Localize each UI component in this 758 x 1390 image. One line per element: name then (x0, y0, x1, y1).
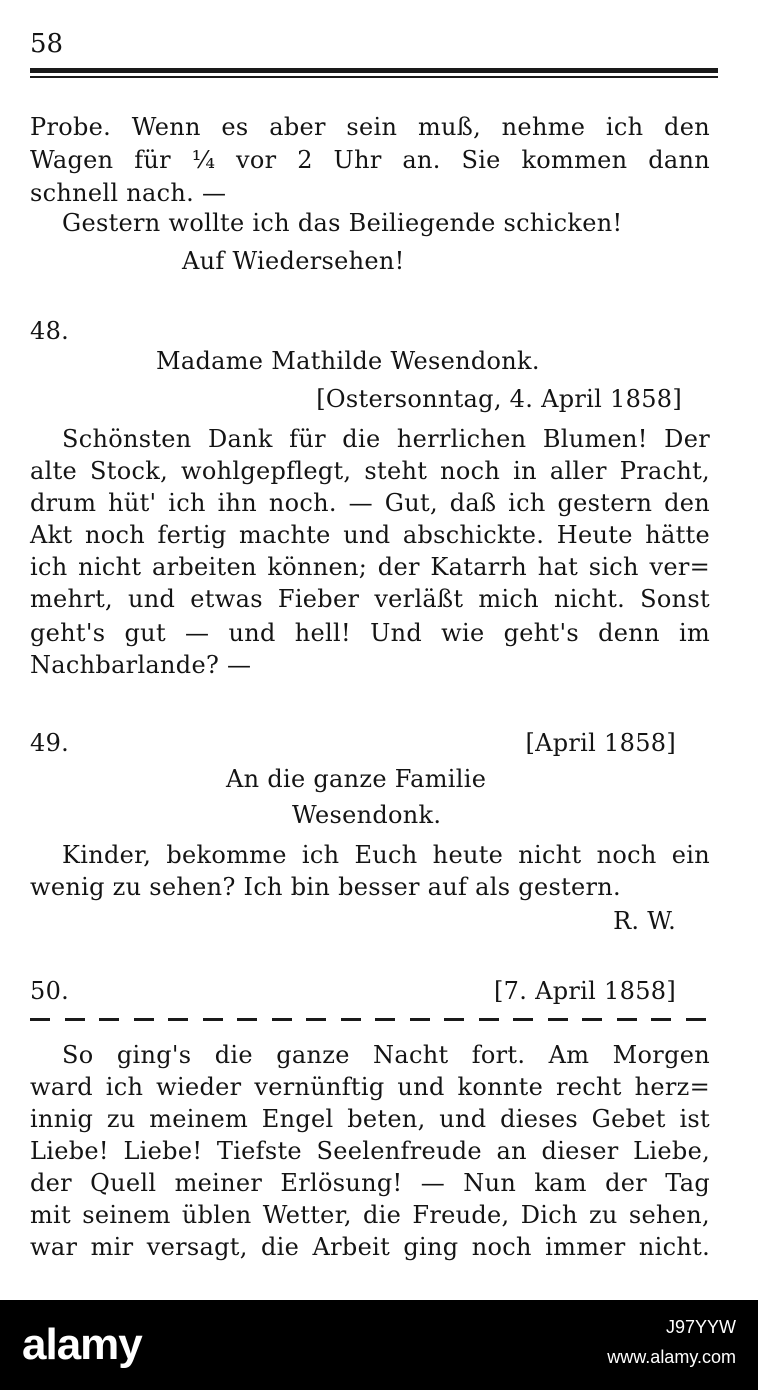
text-line: schnell nach. — (30, 179, 227, 207)
closing-line: Auf Wiedersehen! (182, 247, 405, 275)
letter-number: 48. (30, 317, 70, 345)
text-line: war mir versagt, die Arbeit ging noch immer nicht. (30, 1233, 710, 1261)
page-number: 58 (30, 29, 64, 59)
text-line: mehrt, und etwas Fieber verläßt mich nicht. Sonst (30, 585, 710, 613)
text-line: geht's gut — und hell! Und wie geht's denn im (30, 619, 710, 647)
stock-photo-footer (0, 1300, 758, 1390)
omission-dash-rule (30, 1018, 706, 1021)
text-line: drum hüt' ich ihn noch. — Gut, daß ich gestern den (30, 489, 710, 517)
text-line: Nachbarlande? — (30, 651, 252, 679)
letter-date: [Ostersonntag, 4. April 1858] (316, 385, 682, 413)
letter-number: 49. (30, 729, 70, 757)
text-line: ich nicht arbeiten können; der Katarrh hat sich ver= (30, 553, 710, 581)
letter-date: [April 1858] (525, 729, 676, 757)
signature: R. W. (613, 907, 676, 935)
text-line: innig zu meinem Engel beten, und dieses Gebet ist (30, 1105, 710, 1133)
letter-number: 50. (30, 977, 70, 1005)
text-line: Kinder, bekomme ich Euch heute nicht noch ein (62, 841, 710, 869)
letter-addressee: Wesendonk. (292, 801, 442, 829)
postscript-line: Gestern wollte ich das Beiliegende schicken! (62, 209, 623, 237)
text-line: Probe. Wenn es aber sein muß, nehme ich den (30, 113, 710, 141)
text-line: Liebe! Liebe! Tiefste Seelenfreude an dieser Liebe, (30, 1137, 710, 1165)
text-line: Schönsten Dank für die herrlichen Blumen! Der (62, 425, 710, 453)
brand-logo: alamy (22, 1320, 142, 1369)
image-id: J97YYW (665, 1317, 736, 1337)
text-line: alte Stock, wohlgepflegt, steht noch in aller Pracht, (30, 457, 710, 485)
text-line: der Quell meiner Erlösung! — Nun kam der Tag (30, 1169, 710, 1197)
text-line: Wagen für ¼ vor 2 Uhr an. Sie kommen dann (30, 146, 710, 174)
letter-addressee: Madame Mathilde Wesendonk. (156, 347, 540, 375)
text-line: mit seinem üblen Wetter, die Freude, Dich zu sehen, (30, 1201, 710, 1229)
text-line: So ging's die ganze Nacht fort. Am Morgen (62, 1041, 710, 1069)
letter-addressee: An die ganze Familie (226, 765, 487, 793)
text-line: wenig zu sehen? Ich bin besser auf als gestern. (30, 873, 621, 901)
letter-date: [7. April 1858] (494, 977, 676, 1005)
site-url: www.alamy.com (607, 1347, 736, 1367)
header-rule (30, 68, 718, 73)
text-line: Akt noch fertig machte und abschickte. Heute hätte (30, 521, 710, 549)
text-line: ward ich wieder vernünftig und konnte recht herz= (30, 1073, 710, 1101)
